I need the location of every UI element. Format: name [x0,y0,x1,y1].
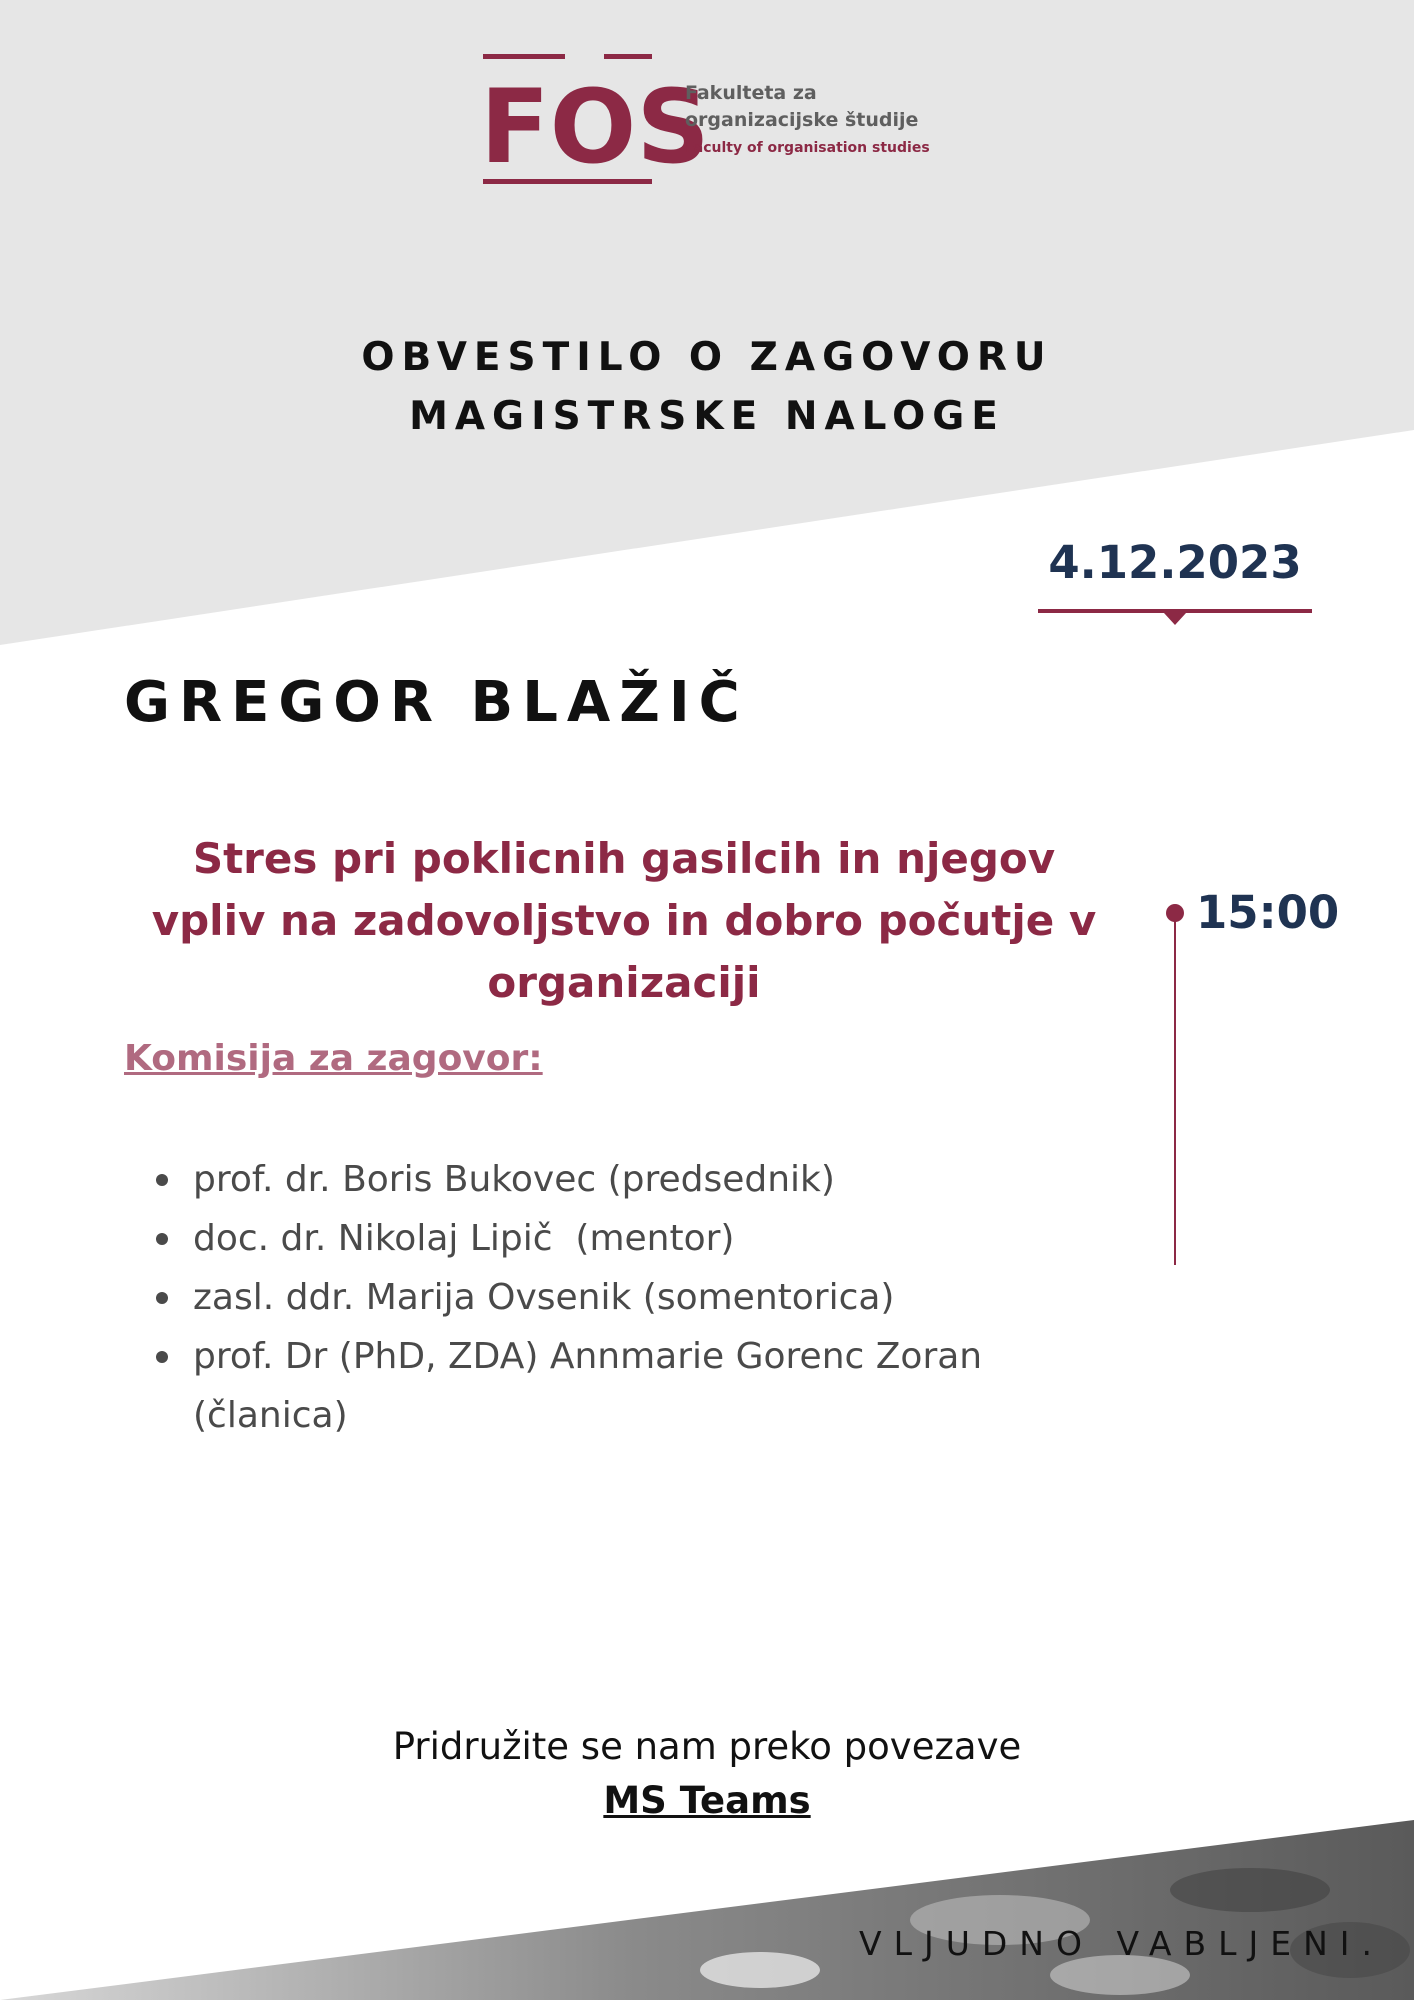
event-date: 4.12.2023 [1048,536,1302,589]
member-name: prof. Dr (PhD, ZDA) Annmarie Gorenc Zoran [193,1336,983,1377]
event-time: 15:00 [1196,886,1340,939]
committee-member [148,1268,1148,1327]
bullet-icon [156,1351,168,1363]
logo-letters: FOS [480,68,710,187]
bullet-icon [156,1174,168,1186]
thesis-title [124,828,1124,1014]
committee-list [148,1150,1148,1445]
footer-invitation: VLJUDNO VABLJENI. [859,1924,1384,1963]
heading-line2: MAGISTRSKE NALOGE [409,394,1005,439]
committee-member [148,1150,1148,1209]
thesis-title-line3: organizaciji [487,958,761,1007]
member-name: doc. dr. Nikolaj Lipič (mentor) [193,1218,735,1259]
member-name: prof. dr. Boris Bukovec (predsednik) [193,1159,835,1200]
bullet-icon [156,1292,168,1304]
committee-title: Komisija za zagovor: [124,1038,543,1079]
notice-heading [0,328,1414,446]
fos-logo-icon [480,54,710,190]
ms-teams-link[interactable]: MS Teams [603,1779,811,1822]
member-name: zasl. ddr. Marija Ovsenik (somentorica) [193,1277,895,1318]
date-pointer-icon [1164,613,1186,625]
logo-text-line2: organizacijske študije [685,109,919,131]
footer-background [0,1800,1414,2000]
logo-text-line3: Faculty of organisation studies [685,140,930,156]
committee-member [148,1209,1148,1268]
logo-text-line1: Fakulteta za [685,82,817,104]
bullet-icon [156,1233,168,1245]
committee-member [148,1327,1148,1445]
join-text: Pridružite se nam preko povezave [392,1725,1022,1768]
timeline-line [1174,913,1176,1265]
faculty-logo [480,54,960,194]
thesis-title-line1: Stres pri poklicnih gasilcih in njegov [192,834,1056,883]
heading-line1: OBVESTILO O ZAGOVORU [361,335,1053,380]
thesis-title-line2: vpliv na zadovoljstvo in dobro počutje v [151,896,1097,945]
member-role: (članica) [193,1395,348,1436]
join-section [0,1720,1414,1828]
candidate-name: GREGOR BLAŽIČ [124,670,749,735]
